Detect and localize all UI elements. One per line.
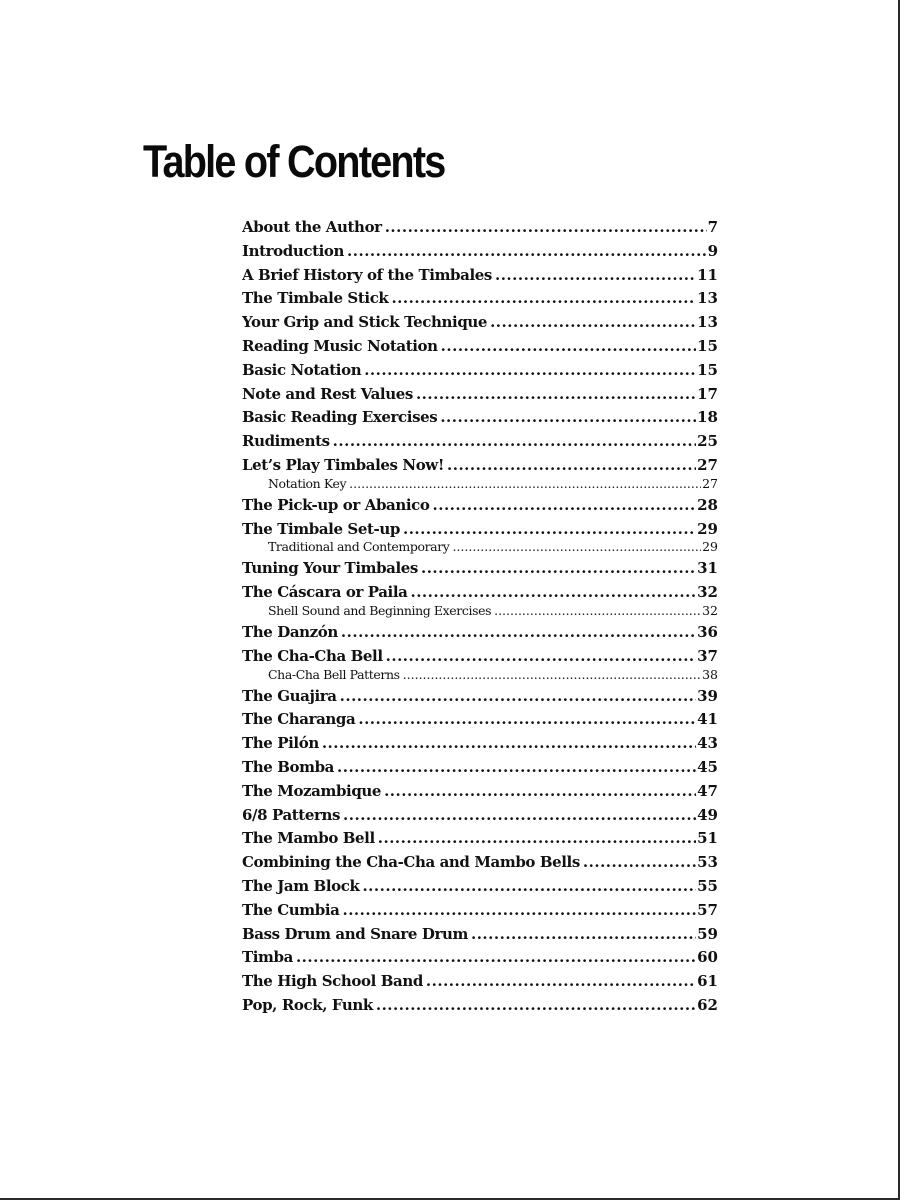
dot-leader	[494, 602, 701, 620]
toc-entry-label: The Bomba	[242, 757, 334, 776]
dot-leader	[433, 494, 697, 518]
dot-leader	[322, 732, 696, 756]
toc-subentry	[242, 538, 718, 556]
toc-entry	[242, 240, 718, 264]
toc-entry	[242, 430, 718, 454]
toc-list	[242, 216, 718, 1018]
toc-entry-label: Shell Sound and Beginning Exercises	[268, 602, 492, 618]
toc-entry	[242, 946, 718, 970]
toc-entry-page-number: 41	[697, 710, 718, 729]
toc-entry-label: Traditional and Contemporary	[268, 539, 450, 555]
toc-entry	[242, 923, 718, 947]
toc-entry	[242, 685, 718, 709]
toc-entry	[242, 311, 718, 335]
toc-entry-label: Basic Reading Exercises	[242, 408, 438, 427]
toc-entry-page-number: 38	[702, 666, 718, 682]
toc-entry	[242, 406, 718, 430]
dot-leader	[296, 946, 696, 970]
toc-entry-page-number: 17	[697, 384, 718, 403]
toc-entry-label: The Timbale Set-up	[242, 519, 400, 538]
toc-entry	[242, 875, 718, 899]
toc-entry-page-number: 27	[697, 455, 718, 474]
toc-entry	[242, 732, 718, 756]
toc-entry-page-number: 13	[697, 313, 718, 332]
toc-subentry	[242, 475, 718, 493]
toc-entry-page-number: 13	[697, 289, 718, 308]
dot-leader	[384, 780, 696, 804]
dot-leader	[426, 970, 696, 994]
toc-entry-label: The Cáscara or Paila	[242, 583, 408, 602]
toc-entry-label: Tuning Your Timbales	[242, 559, 418, 578]
dot-leader	[452, 538, 701, 556]
dot-leader	[340, 685, 697, 709]
dot-leader	[341, 621, 696, 645]
dot-leader	[337, 756, 696, 780]
toc-entry-label: The Guajira	[242, 686, 337, 705]
dot-leader	[391, 287, 696, 311]
dot-leader	[358, 708, 696, 732]
toc-entry-label: About the Author	[242, 218, 382, 236]
dot-leader	[441, 335, 696, 359]
toc-entry-page-number: 53	[697, 853, 718, 872]
toc-entry	[242, 804, 718, 828]
dot-leader	[364, 359, 696, 383]
toc-entry-page-number: 55	[697, 876, 718, 895]
dot-leader	[343, 804, 696, 828]
dot-leader	[421, 557, 696, 581]
toc-entry-label: The Pilón	[242, 734, 319, 753]
dot-leader	[583, 851, 696, 875]
toc-entry-page-number: 43	[697, 734, 718, 753]
toc-entry-page-number: 7	[707, 218, 718, 236]
toc-entry-page-number: 36	[697, 622, 718, 641]
dot-leader	[440, 406, 696, 430]
toc-entry	[242, 359, 718, 383]
toc-entry	[242, 899, 718, 923]
toc-entry	[242, 287, 718, 311]
toc-entry-page-number: 51	[697, 829, 718, 848]
toc-entry-page-number: 61	[697, 972, 718, 991]
dot-leader	[362, 875, 696, 899]
toc-entry-label: The Mambo Bell	[242, 829, 375, 848]
dot-leader	[385, 216, 707, 240]
dot-leader	[333, 430, 696, 454]
toc-entry	[242, 264, 718, 288]
toc-entry-label: Let’s Play Timbales Now!	[242, 455, 445, 474]
dot-leader	[376, 994, 696, 1018]
toc-entry	[242, 756, 718, 780]
toc-entry-label: Reading Music Notation	[242, 336, 438, 355]
toc-entry-label: Combining the Cha-Cha and Mambo Bells	[242, 853, 580, 872]
toc-entry-page-number: 31	[697, 559, 718, 578]
toc-entry-label: Your Grip and Stick Technique	[242, 313, 488, 332]
toc-entry-page-number: 15	[697, 360, 718, 379]
dot-leader	[342, 899, 696, 923]
toc-entry-label: Timba	[242, 948, 293, 967]
toc-entry-label: The Danzón	[242, 622, 338, 641]
toc-entry-page-number: 47	[697, 781, 718, 800]
toc-entry-label: Cha-Cha Bell Patterns	[268, 666, 400, 682]
toc-entry	[242, 780, 718, 804]
toc-entry	[242, 851, 718, 875]
dot-leader	[471, 923, 696, 947]
toc-entry	[242, 708, 718, 732]
toc-entry-page-number: 29	[702, 539, 718, 555]
toc-entry-label: The Pick-up or Abanico	[242, 495, 430, 514]
dot-leader	[347, 240, 707, 264]
toc-entry-label: Bass Drum and Snare Drum	[242, 924, 468, 943]
dot-leader	[490, 311, 696, 335]
toc-entry-label: The Mozambique	[242, 781, 382, 800]
dot-leader	[403, 666, 701, 684]
toc-entry-label: Introduction	[242, 241, 345, 260]
toc-entry-page-number: 18	[697, 408, 718, 427]
toc-entry-page-number: 25	[697, 432, 718, 451]
toc-entry-page-number: 32	[697, 583, 718, 602]
dot-leader	[349, 475, 701, 493]
toc-entry-label: Note and Rest Values	[242, 384, 413, 403]
toc-entry-page-number: 9	[707, 241, 718, 260]
toc-entry-page-number: 59	[697, 924, 718, 943]
toc-entry-page-number: 29	[697, 519, 718, 538]
page-title: Table of Contents	[143, 136, 445, 187]
toc-entry	[242, 383, 718, 407]
toc-entry-label: Notation Key	[268, 475, 347, 491]
toc-entry	[242, 494, 718, 518]
toc-entry-label: The Cha-Cha Bell	[242, 646, 383, 665]
toc-entry-page-number: 15	[697, 336, 718, 355]
dot-leader	[416, 383, 696, 407]
toc-entry-label: 6/8 Patterns	[242, 805, 341, 824]
toc-entry-page-number: 39	[697, 686, 718, 705]
toc-entry	[242, 994, 718, 1018]
toc-entry-label: The High School Band	[242, 972, 423, 991]
toc-entry-page-number: 57	[697, 900, 718, 919]
toc-entry-page-number: 49	[697, 805, 718, 824]
toc-entry-label: Basic Notation	[242, 360, 362, 379]
toc-entry-label: The Jam Block	[242, 876, 360, 895]
toc-entry	[242, 970, 718, 994]
toc-entry-label: The Timbale Stick	[242, 289, 389, 308]
toc-entry-page-number: 37	[697, 646, 718, 665]
toc-subentry	[242, 602, 718, 620]
toc-entry	[242, 557, 718, 581]
dot-leader	[378, 827, 696, 851]
toc-entry	[242, 827, 718, 851]
dot-leader	[495, 264, 696, 288]
toc-entry-page-number: 60	[697, 948, 718, 967]
toc-entry	[242, 621, 718, 645]
toc-entry	[242, 335, 718, 359]
toc-entry-label: A Brief History of the Timbales	[242, 265, 492, 284]
toc-entry-page-number: 27	[702, 475, 718, 491]
toc-entry-page-number: 11	[697, 265, 718, 284]
toc-entry-label: The Cumbia	[242, 900, 340, 919]
toc-entry-label: Pop, Rock, Funk	[242, 995, 373, 1014]
toc-entry	[242, 216, 718, 240]
toc-subentry	[242, 666, 718, 684]
toc-entry-page-number: 62	[697, 995, 718, 1014]
toc-entry-page-number: 28	[697, 495, 718, 514]
toc-entry-label: The Charanga	[242, 710, 356, 729]
toc-entry-page-number: 45	[697, 757, 718, 776]
toc-entry-label: Rudiments	[242, 432, 330, 451]
toc-entry-page-number: 32	[702, 602, 718, 618]
